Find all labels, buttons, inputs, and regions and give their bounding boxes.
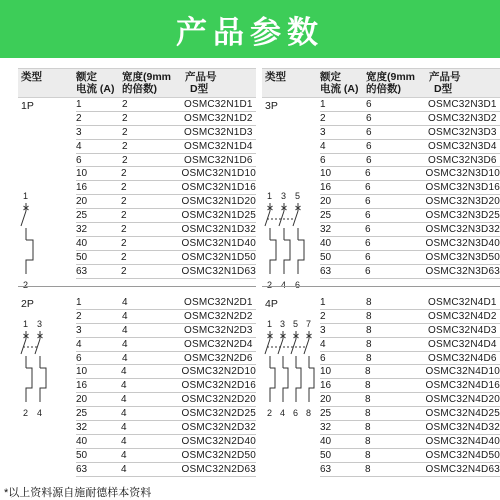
cell-width: 2 xyxy=(122,112,128,124)
terminal-bottom-2: 2 xyxy=(267,408,273,418)
cell-width: 6 xyxy=(366,112,372,124)
cell-width: 2 xyxy=(120,251,127,263)
table-header xyxy=(18,68,256,98)
cell-width: 6 xyxy=(364,196,371,208)
cell-part-number: OSMC32N1D50 xyxy=(181,251,256,263)
cell-current: 40 xyxy=(320,237,332,249)
cell-width: 2 xyxy=(120,237,127,249)
table-row xyxy=(320,449,500,463)
cell-part-number: OSMC32N2D10 xyxy=(181,366,256,378)
cell-part-number: OSMC32N3D40 xyxy=(425,237,500,249)
terminal-top-5: 5 xyxy=(293,319,299,329)
col-current: 额定 xyxy=(320,71,341,83)
table-row xyxy=(76,449,256,463)
cell-current: 50 xyxy=(76,251,88,263)
table-row xyxy=(320,237,500,251)
cell-part-number: OSMC32N4D25 xyxy=(425,408,500,420)
cell-current: 40 xyxy=(76,237,88,249)
col-part-number: 产品号 xyxy=(185,71,217,83)
table-row xyxy=(76,407,256,421)
cell-current: 20 xyxy=(320,394,332,406)
cell-width: 4 xyxy=(120,380,127,392)
table-row xyxy=(320,98,500,112)
cell-part-number: OSMC32N3D4 xyxy=(428,140,497,152)
table-row xyxy=(76,112,256,126)
table-row xyxy=(320,365,500,379)
table-row xyxy=(76,167,256,181)
terminal-top-7: 7 xyxy=(306,319,312,329)
cell-width: 6 xyxy=(364,223,371,235)
pole-diagram-2p xyxy=(20,318,60,418)
table-row xyxy=(320,181,500,195)
cell-current: 3 xyxy=(320,324,326,336)
cell-width: 2 xyxy=(122,154,128,166)
cell-part-number: OSMC32N2D2 xyxy=(184,310,253,322)
cell-current: 25 xyxy=(76,210,88,222)
table-row xyxy=(320,265,500,279)
cell-part-number: OSMC32N4D2 xyxy=(428,310,497,322)
cell-part-number: OSMC32N2D32 xyxy=(181,421,256,433)
cell-current: 63 xyxy=(76,463,88,475)
cell-width: 2 xyxy=(120,210,127,222)
cell-width: 8 xyxy=(364,394,371,406)
table-body xyxy=(76,98,256,279)
cell-part-number: OSMC32N1D20 xyxy=(181,196,256,208)
cell-width: 4 xyxy=(122,338,128,350)
cell-part-number: OSMC32N1D25 xyxy=(181,210,256,222)
table-row xyxy=(320,195,500,209)
cell-current: 50 xyxy=(320,251,332,263)
cell-part-number: OSMC32N3D63 xyxy=(425,265,500,277)
cell-width: 8 xyxy=(364,449,371,461)
cell-width: 2 xyxy=(120,223,127,235)
col-current-unit: 电流 (A) xyxy=(76,83,115,95)
cell-part-number: OSMC32N4D16 xyxy=(425,380,500,392)
cell-current: 63 xyxy=(320,463,332,475)
table-row xyxy=(76,463,256,477)
cell-width: 8 xyxy=(366,296,372,308)
cell-current: 4 xyxy=(320,338,326,350)
cell-width: 4 xyxy=(120,366,127,378)
terminal-bottom-2: 2 xyxy=(23,408,29,418)
cell-part-number: OSMC32N1D6 xyxy=(184,154,253,166)
cell-current: 63 xyxy=(76,265,88,277)
cell-part-number: OSMC32N4D32 xyxy=(425,421,500,433)
terminal-top-1: 1 xyxy=(23,191,29,201)
cell-part-number: OSMC32N2D63 xyxy=(181,463,256,475)
cell-width: 2 xyxy=(122,98,128,110)
panel-3p xyxy=(262,68,500,288)
terminal-bottom-8: 8 xyxy=(306,408,312,418)
cell-width: 8 xyxy=(364,408,371,420)
cell-current: 25 xyxy=(76,408,88,420)
cell-part-number: OSMC32N2D25 xyxy=(181,408,256,420)
cell-current: 2 xyxy=(320,112,326,124)
terminal-top-5: 5 xyxy=(295,191,301,201)
cell-current: 6 xyxy=(320,154,326,166)
terminal-bottom-4: 4 xyxy=(281,280,287,290)
cell-width: 8 xyxy=(366,310,372,322)
cell-part-number: OSMC32N3D10 xyxy=(425,168,500,180)
terminal-top-3: 3 xyxy=(280,319,286,329)
terminal-top-1: 1 xyxy=(23,319,29,329)
cell-current: 16 xyxy=(320,182,332,194)
cell-current: 20 xyxy=(76,394,88,406)
cell-current: 6 xyxy=(76,154,82,166)
cell-current: 32 xyxy=(320,223,332,235)
cell-current: 1 xyxy=(76,98,82,110)
cell-part-number: OSMC32N3D1 xyxy=(428,98,497,110)
table-row xyxy=(76,393,256,407)
table-row xyxy=(76,435,256,449)
cell-part-number: OSMC32N1D16 xyxy=(181,182,256,194)
col-part-number: 产品号 xyxy=(429,71,461,83)
table-row xyxy=(320,140,500,154)
cell-width: 6 xyxy=(364,210,371,222)
cell-width: 4 xyxy=(120,408,127,420)
cell-part-number: OSMC32N2D40 xyxy=(181,435,256,447)
cell-current: 1 xyxy=(320,98,326,110)
col-type: 类型 xyxy=(21,71,42,83)
cell-part-number: OSMC32N4D6 xyxy=(428,352,497,364)
table-row xyxy=(76,251,256,265)
cell-width: 8 xyxy=(364,435,371,447)
table-row xyxy=(320,209,500,223)
cell-part-number: OSMC32N2D4 xyxy=(184,338,253,350)
cell-width: 6 xyxy=(364,251,371,263)
cell-part-number: OSMC32N2D50 xyxy=(181,449,256,461)
cell-current: 25 xyxy=(320,408,332,420)
table-row xyxy=(76,265,256,279)
cell-width: 6 xyxy=(366,154,372,166)
terminal-bottom-2: 2 xyxy=(267,280,273,290)
cell-part-number: OSMC32N1D40 xyxy=(181,237,256,249)
panel-divider xyxy=(18,286,256,287)
table-row xyxy=(76,324,256,338)
cell-width: 2 xyxy=(120,265,127,277)
terminal-bottom-6: 6 xyxy=(293,408,299,418)
table-row xyxy=(320,338,500,352)
cell-width: 2 xyxy=(122,126,128,138)
cell-current: 3 xyxy=(320,126,326,138)
cell-current: 20 xyxy=(320,196,332,208)
cell-part-number: OSMC32N2D6 xyxy=(184,352,253,364)
panel-2p xyxy=(18,296,256,484)
cell-current: 32 xyxy=(76,223,88,235)
terminal-top-1: 1 xyxy=(267,191,273,201)
cell-current: 1 xyxy=(76,296,82,308)
cell-part-number: OSMC32N3D6 xyxy=(428,154,497,166)
table-row xyxy=(320,112,500,126)
cell-width: 6 xyxy=(364,265,371,277)
table-row xyxy=(320,463,500,477)
table-row xyxy=(320,126,500,140)
table-row xyxy=(320,296,500,310)
cell-part-number: OSMC32N1D3 xyxy=(184,126,253,138)
terminal-bottom-6: 6 xyxy=(295,280,301,290)
cell-part-number: OSMC32N1D4 xyxy=(184,140,253,152)
cell-part-number: OSMC32N4D50 xyxy=(425,449,500,461)
cell-current: 32 xyxy=(320,421,332,433)
table-row xyxy=(76,209,256,223)
cell-width: 2 xyxy=(122,140,128,152)
table-row xyxy=(76,421,256,435)
table-body xyxy=(320,296,500,477)
table-row xyxy=(320,352,500,366)
cell-part-number: OSMC32N4D1 xyxy=(428,296,497,308)
cell-current: 16 xyxy=(76,380,88,392)
col-type: 类型 xyxy=(265,71,286,83)
cell-part-number: OSMC32N3D3 xyxy=(428,126,497,138)
cell-current: 10 xyxy=(320,366,332,378)
cell-width: 6 xyxy=(366,98,372,110)
cell-current: 16 xyxy=(320,380,332,392)
table-row xyxy=(76,296,256,310)
cell-width: 8 xyxy=(364,463,371,475)
table-body xyxy=(320,98,500,279)
cell-part-number: OSMC32N3D32 xyxy=(425,223,500,235)
col-width: 宽度(9mm xyxy=(366,71,416,83)
cell-width: 4 xyxy=(122,324,128,336)
table-row xyxy=(76,181,256,195)
pole-type: 1P xyxy=(21,100,34,112)
cell-width: 4 xyxy=(122,310,128,322)
title-banner xyxy=(0,0,500,58)
terminal-bottom-2: 2 xyxy=(23,280,29,290)
cell-current: 50 xyxy=(320,449,332,461)
cell-width: 2 xyxy=(120,182,127,194)
cell-part-number: OSMC32N4D10 xyxy=(425,366,500,378)
table-row xyxy=(320,435,500,449)
cell-width: 6 xyxy=(364,168,371,180)
cell-part-number: OSMC32N1D63 xyxy=(181,265,256,277)
cell-current: 25 xyxy=(320,210,332,222)
cell-width: 4 xyxy=(120,394,127,406)
cell-width: 6 xyxy=(366,126,372,138)
cell-part-number: OSMC32N2D16 xyxy=(181,380,256,392)
table-body xyxy=(76,296,256,477)
table-row xyxy=(320,154,500,168)
col-width-note: 的倍数) xyxy=(122,83,157,95)
cell-width: 4 xyxy=(122,352,128,364)
terminal-bottom-4: 4 xyxy=(280,408,286,418)
panel-4p xyxy=(262,296,500,484)
cell-current: 3 xyxy=(76,126,82,138)
table-row xyxy=(320,251,500,265)
table-row xyxy=(76,223,256,237)
table-row xyxy=(76,140,256,154)
cell-part-number: OSMC32N1D32 xyxy=(181,223,256,235)
cell-current: 20 xyxy=(76,196,88,208)
terminal-top-1: 1 xyxy=(267,319,273,329)
cell-width: 8 xyxy=(364,421,371,433)
pole-type: 4P xyxy=(265,298,278,310)
cell-width: 4 xyxy=(122,296,128,308)
cell-part-number: OSMC32N1D10 xyxy=(181,168,256,180)
pole-diagram-4p xyxy=(264,318,324,418)
cell-current: 1 xyxy=(320,296,326,308)
cell-width: 2 xyxy=(120,168,127,180)
table-row xyxy=(76,338,256,352)
cell-part-number: OSMC32N3D2 xyxy=(428,112,497,124)
cell-width: 8 xyxy=(366,338,372,350)
cell-current: 10 xyxy=(76,366,88,378)
table-row xyxy=(76,365,256,379)
cell-width: 8 xyxy=(364,366,371,378)
cell-width: 8 xyxy=(366,324,372,336)
cell-current: 40 xyxy=(76,435,88,447)
pole-type: 3P xyxy=(265,100,278,112)
col-current-unit: 电流 (A) xyxy=(320,83,359,95)
cell-current: 6 xyxy=(320,352,326,364)
cell-width: 4 xyxy=(120,449,127,461)
cell-part-number: OSMC32N3D50 xyxy=(425,251,500,263)
terminal-top-3: 3 xyxy=(37,319,43,329)
cell-width: 8 xyxy=(366,352,372,364)
cell-current: 2 xyxy=(320,310,326,322)
col-part-type: D型 xyxy=(434,83,453,95)
cell-part-number: OSMC32N3D25 xyxy=(425,210,500,222)
cell-part-number: OSMC32N4D3 xyxy=(428,324,497,336)
cell-part-number: OSMC32N2D3 xyxy=(184,324,253,336)
pole-type: 2P xyxy=(21,298,34,310)
panel-divider xyxy=(262,286,500,287)
col-current: 额定 xyxy=(76,71,97,83)
table-row xyxy=(320,310,500,324)
cell-width: 6 xyxy=(364,237,371,249)
cell-current: 4 xyxy=(320,140,326,152)
table-row xyxy=(76,154,256,168)
table-row xyxy=(320,379,500,393)
cell-width: 4 xyxy=(120,421,127,433)
terminal-top-3: 3 xyxy=(281,191,287,201)
col-width: 宽度(9mm xyxy=(122,71,172,83)
table-row xyxy=(320,324,500,338)
cell-width: 6 xyxy=(364,182,371,194)
cell-part-number: OSMC32N2D20 xyxy=(181,394,256,406)
cell-current: 10 xyxy=(76,168,88,180)
table-row xyxy=(320,167,500,181)
table-row xyxy=(76,98,256,112)
table-row xyxy=(76,310,256,324)
cell-current: 3 xyxy=(76,324,82,336)
cell-width: 6 xyxy=(366,140,372,152)
footnote: *以上资料源自施耐德样本资料 xyxy=(4,487,152,499)
cell-current: 2 xyxy=(76,112,82,124)
col-part-type: D型 xyxy=(190,83,209,95)
cell-width: 4 xyxy=(120,435,127,447)
table-row xyxy=(320,407,500,421)
cell-part-number: OSMC32N2D1 xyxy=(184,296,253,308)
terminal-bottom-4: 4 xyxy=(37,408,43,418)
cell-current: 50 xyxy=(76,449,88,461)
cell-part-number: OSMC32N3D16 xyxy=(425,182,500,194)
cell-part-number: OSMC32N4D63 xyxy=(425,463,500,475)
table-row xyxy=(76,126,256,140)
cell-part-number: OSMC32N4D20 xyxy=(425,394,500,406)
cell-current: 6 xyxy=(76,352,82,364)
pole-diagram-3p xyxy=(264,190,314,290)
cell-current: 2 xyxy=(76,310,82,322)
table-row xyxy=(76,195,256,209)
pole-diagram-1p xyxy=(20,190,44,290)
cell-current: 10 xyxy=(320,168,332,180)
cell-current: 16 xyxy=(76,182,88,194)
cell-current: 40 xyxy=(320,435,332,447)
cell-current: 63 xyxy=(320,265,332,277)
cell-part-number: OSMC32N4D4 xyxy=(428,338,497,350)
cell-part-number: OSMC32N4D40 xyxy=(425,435,500,447)
cell-current: 32 xyxy=(76,421,88,433)
cell-part-number: OSMC32N1D1 xyxy=(184,98,253,110)
table-row xyxy=(76,237,256,251)
col-width-note: 的倍数) xyxy=(366,83,401,95)
table-row xyxy=(320,223,500,237)
cell-width: 4 xyxy=(120,463,127,475)
cell-current: 4 xyxy=(76,140,82,152)
page-title: 产品参数 xyxy=(176,14,324,51)
cell-width: 8 xyxy=(364,380,371,392)
cell-part-number: OSMC32N3D20 xyxy=(425,196,500,208)
panel-1p xyxy=(18,68,256,288)
table-row xyxy=(320,421,500,435)
table-row xyxy=(76,379,256,393)
table-header xyxy=(262,68,500,98)
cell-current: 4 xyxy=(76,338,82,350)
table-row xyxy=(76,352,256,366)
table-row xyxy=(320,393,500,407)
cell-width: 2 xyxy=(120,196,127,208)
cell-part-number: OSMC32N1D2 xyxy=(184,112,253,124)
